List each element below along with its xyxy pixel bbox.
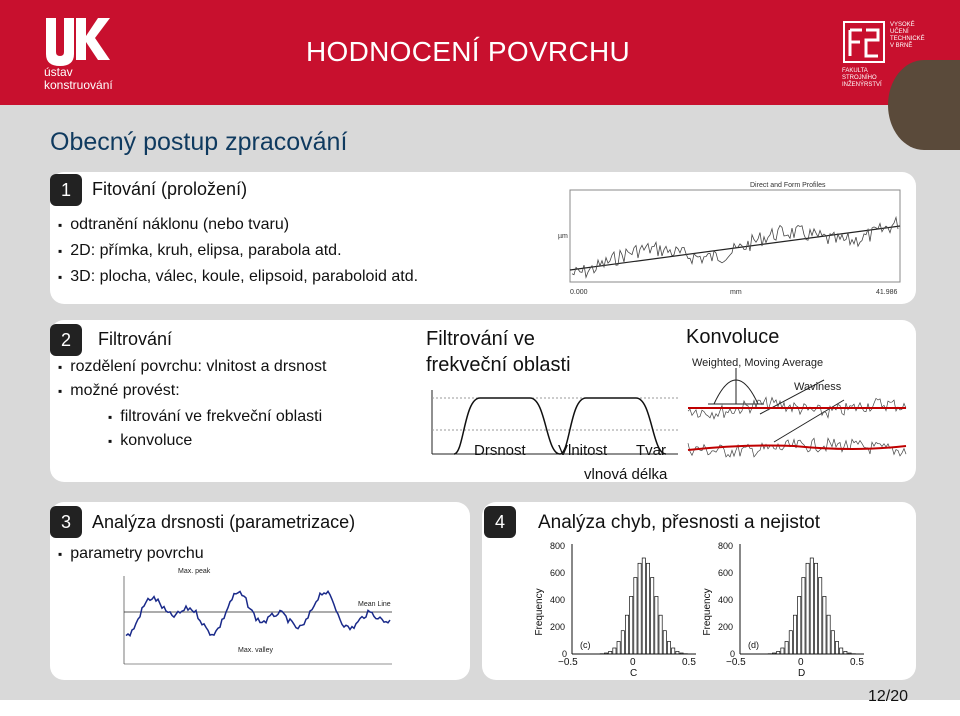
hist-c-xtick: −0.5 xyxy=(558,657,578,668)
histogram-bar xyxy=(634,578,637,655)
histogram-bar xyxy=(625,615,628,654)
hist-d-letter: (d) xyxy=(748,640,759,650)
conv-mean-2 xyxy=(688,446,906,451)
hist-d-ytick: 800 xyxy=(718,541,734,551)
slide-subtitle: Obecný postup zpracování xyxy=(50,128,348,156)
histogram-bar xyxy=(798,596,801,654)
hist-d-ytick: 400 xyxy=(718,595,734,605)
hard-disk-image xyxy=(888,60,960,150)
hist-d-xlabel: D xyxy=(798,668,806,679)
header-bar xyxy=(0,0,960,105)
section4-heading: Analýza chyb, přesnosti a nejistot xyxy=(538,512,820,533)
convolution-plot xyxy=(684,354,910,472)
section3-heading: Analýza drsnosti (parametrizace) xyxy=(92,512,356,532)
section1-number: 1 xyxy=(50,174,82,206)
section2-heading: Filtrování xyxy=(98,329,173,349)
profile-plot xyxy=(540,178,910,300)
section2-subbullet: ▪ filtrování ve frekveční oblasti xyxy=(108,408,322,426)
freq-title-1: Filtrování ve xyxy=(426,328,535,350)
histogram-bar xyxy=(651,578,654,655)
histogram-bar xyxy=(819,578,822,655)
fsi-line: UČENÍ xyxy=(890,29,909,35)
hist-d-ytick: 0 xyxy=(730,649,736,659)
section3-bullet: ▪ parametry povrchu xyxy=(58,545,204,563)
histogram-bar xyxy=(663,631,666,654)
hist-c-xtick: 0.5 xyxy=(682,657,696,668)
roughness-line xyxy=(126,591,390,635)
histogram-bar xyxy=(835,642,838,655)
histogram-bar xyxy=(810,558,813,654)
hist-c-ytick: 600 xyxy=(550,568,566,578)
page-title: HODNOCENÍ POVRCHU xyxy=(306,36,631,67)
section4-number: 4 xyxy=(484,506,516,538)
plot-x1: 41.986 xyxy=(876,289,898,296)
max-valley-label: Max. valley xyxy=(238,647,274,654)
histogram-bar xyxy=(667,642,670,655)
page-number: 12/20 xyxy=(867,688,908,705)
roughness-profile xyxy=(112,564,402,676)
logo-text xyxy=(44,66,113,92)
hist-c-xtick: 0 xyxy=(630,657,636,668)
histogram-bar xyxy=(672,648,675,654)
freq-label-drsnost: Drsnost xyxy=(474,442,526,459)
hist-d-ytick: 200 xyxy=(718,622,734,632)
section3-number: 3 xyxy=(50,506,82,538)
fsi-mark-icon xyxy=(842,20,886,64)
section2-bullet: ▪ rozdělení povrchu: vlnitost a drsnost xyxy=(58,358,326,376)
freq-title-2: frekveční oblasti xyxy=(426,354,571,376)
histogram-bar xyxy=(781,648,784,654)
hist-c-ytick: 200 xyxy=(550,622,566,632)
hist-c-ytick: 800 xyxy=(550,541,566,551)
histogram-bar xyxy=(785,642,788,655)
section1-bullet: ▪ 2D: přímka, kruh, elipsa, parabola atd. xyxy=(58,242,342,260)
histogram-bar xyxy=(642,558,645,654)
fsi-text-2 xyxy=(842,68,882,89)
histogram-bar xyxy=(827,615,830,654)
freq-label-tvar: Tvar xyxy=(636,442,666,459)
histogram-bar xyxy=(789,631,792,654)
hist-d-ytick: 600 xyxy=(718,568,734,578)
hist-c-xlabel: C xyxy=(630,668,638,679)
hist-d-ylabel: Frequency xyxy=(702,588,713,636)
freq-label-vlnitost: Vlnitost xyxy=(558,442,608,459)
conv-title: Konvoluce xyxy=(686,326,780,348)
histogram-bar xyxy=(823,596,826,654)
section2-number: 2 xyxy=(50,324,82,356)
section2-subbullet: ▪ konvoluce xyxy=(108,432,192,450)
freq-axis-label: vlnová délka xyxy=(584,466,668,483)
histogram-bar xyxy=(630,596,633,654)
fsi-line: INŽENÝRSTVÍ xyxy=(842,82,882,88)
histogram-bar xyxy=(617,642,620,655)
plot-xunit: mm xyxy=(730,289,742,296)
fsi-line: TECHNICKÉ xyxy=(890,36,925,42)
histogram-bar xyxy=(613,648,616,654)
hist-c-ylabel: Frequency xyxy=(534,588,545,636)
fsi-line: STROJNÍHO xyxy=(842,75,877,81)
histogram-bar xyxy=(814,563,817,654)
logo-line2: konstruování xyxy=(44,78,113,92)
conv-waviness-label: Waviness xyxy=(794,381,842,393)
fsi-line: VYSOKÉ xyxy=(890,22,915,28)
fsi-line: FAKULTA xyxy=(842,68,868,74)
histogram-c xyxy=(536,538,704,678)
histogram-bar xyxy=(638,563,641,654)
hist-c-ytick: 400 xyxy=(550,595,566,605)
plot-title: Direct and Form Profiles xyxy=(750,182,826,189)
plot-x0: 0.000 xyxy=(570,289,588,296)
logo-line1: ústav xyxy=(44,65,73,79)
section1-bullet: ▪ odtranění náklonu (nebo tvaru) xyxy=(58,216,289,234)
section2-bullet: ▪ možné provést: xyxy=(58,382,180,400)
histogram-bar xyxy=(806,563,809,654)
fsi-line: V BRNĚ xyxy=(890,43,913,49)
hist-d-xtick: −0.5 xyxy=(726,657,746,668)
conv-subtitle: Weighted, Moving Average xyxy=(692,357,824,369)
histogram-bar xyxy=(655,596,658,654)
hist-d-xtick: 0 xyxy=(798,657,804,668)
histogram-bar xyxy=(831,631,834,654)
histogram-bar xyxy=(646,563,649,654)
fsi-text xyxy=(890,22,925,50)
mean-line-label: Mean Line xyxy=(358,601,391,608)
hist-c-letter: (c) xyxy=(580,640,591,650)
histogram-bar xyxy=(793,615,796,654)
histogram-bar xyxy=(621,631,624,654)
histogram-bar xyxy=(659,615,662,654)
section1-heading: Fitování (proložení) xyxy=(92,179,248,199)
histogram-bar xyxy=(840,648,843,654)
hist-d-xtick: 0.5 xyxy=(850,657,864,668)
section1-bullet: ▪ 3D: plocha, válec, koule, elipsoid, paraboloid atd. xyxy=(58,268,418,286)
hist-c-ytick: 0 xyxy=(562,649,568,659)
histogram-d xyxy=(704,538,872,678)
plot-yunit: µm xyxy=(558,233,568,240)
max-peak-label: Max. peak xyxy=(178,568,211,575)
histogram-bar xyxy=(802,578,805,655)
